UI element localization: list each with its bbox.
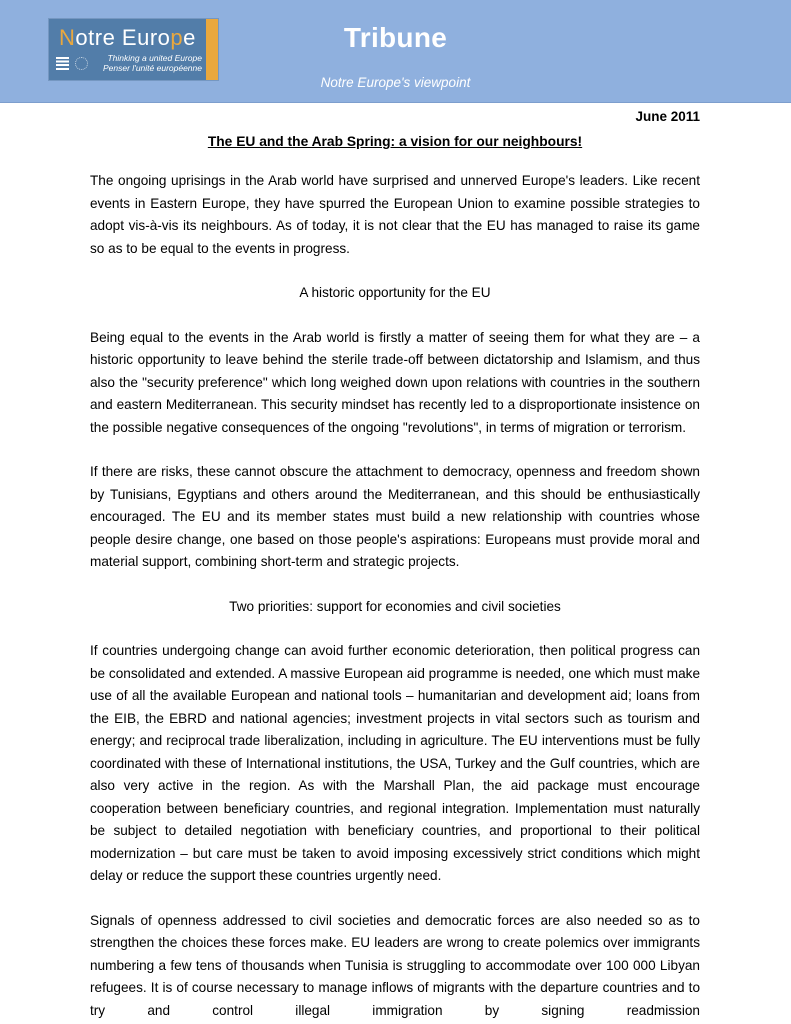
book-pages-icon [56, 57, 69, 70]
logo-orange-bar [206, 19, 218, 80]
logo-taglines [88, 53, 202, 73]
publication-subtitle: Notre Europe's viewpoint [320, 75, 471, 90]
section-heading-two-priorities: Two priorities: support for economies and civil societies [229, 598, 561, 614]
logo-tagline-fr: Penser l'unité européenne [103, 63, 202, 73]
section-heading-historic-opportunity: A historic opportunity for the EU [299, 285, 491, 300]
document-title: The EU and the Arab Spring: a vision for our neighbours! [207, 134, 583, 149]
logo-text-end: e [183, 25, 196, 50]
paragraph-risks: If there are risks, these cannot obscure the attachment to democracy, openness and freedom shown by Tunisians, Egyptians and others around the Mediterranean, and this should be enthusiastically encouraged. The EU and its member states must build a new relationship with countries whose people desire change, one based on those people's aspirations: Europeans must provide moral and material support, combining short-term and strategic projects. [90, 464, 700, 569]
logo-wordmark [59, 25, 204, 51]
logo-tagline-row [56, 53, 202, 73]
paragraph-signals-of-openness: Signals of openness addressed to civil societies and democratic forces are also needed so as to strengthen the choices these forces make. EU leaders are wrong to create polemics over immigrants numbering a few tens of thousands when Tunisia is struggling to accommodate over 100 000 Libyan refugees. It is of course necessary to manage inflows of migrants with the departure countries and to try and control illegal immigration by signing readmission [90, 912, 700, 1018]
publication-title: Tribune [343, 22, 448, 53]
paragraph-aid-programme: If countries undergoing change can avoid further economic deterioration, then political progress can be consolidated and extended. A massive European aid programme is needed, one which must make use of all the available European and national tools – humanitarian and development aid; loans from the EIB, the EBRD and national agencies; investment projects in vital sectors such as tourism and energy; and reciprocal trade liberalization, including in agriculture. The EU interventions must be fully coordinated with these of International institutions, the USA, Turkey and the Gulf countries, which are also very active in the region. As with the Marshall Plan, the aid package must encourage cooperation between beneficiary countries, and regional integration. Implementation must naturally be subject to detailed negotiation with beneficiary countries, and proportional to their political modernization – but care must be taken to avoid imposing excessively strict conditions which might delay or reduce the support these countries urgently need. [90, 643, 700, 883]
eu-stars-circle-icon [75, 57, 88, 70]
paragraph-being-equal: Being equal to the events in the Arab world is firstly a matter of seeing them for what they are – a historic opportunity to leave behind the sterile trade-off between dictatorship and Islamism, and thus also the "security preference" which long weighed down upon relations with countries in the southern and eastern Mediterranean. This security mindset has recently led to a disproportionate insistence on the possible negative consequences of the ongoing "revolutions", in terms of migration or terrorism. [90, 329, 700, 435]
logo-tagline-en: Thinking a united Europe [107, 53, 202, 63]
masthead [0, 0, 791, 103]
logo-letter-p: p [170, 25, 184, 50]
document-date: June 2011 [635, 109, 700, 124]
notre-europe-logo [49, 19, 218, 80]
logo-text-mid: otre Euro [75, 25, 171, 50]
logo-letter-n: N [59, 25, 76, 50]
document-body [0, 103, 791, 1022]
paragraph-intro: The ongoing uprisings in the Arab world have surprised and unnerved Europe's leaders. Like recent events in Eastern Europe, they have spurred the European Union to examine possible strategies to adopt vis-à-vis its neighbours. As of today, it is not clear that the EU has managed to raise its game so as to be equal to the events in progress. [90, 173, 700, 256]
